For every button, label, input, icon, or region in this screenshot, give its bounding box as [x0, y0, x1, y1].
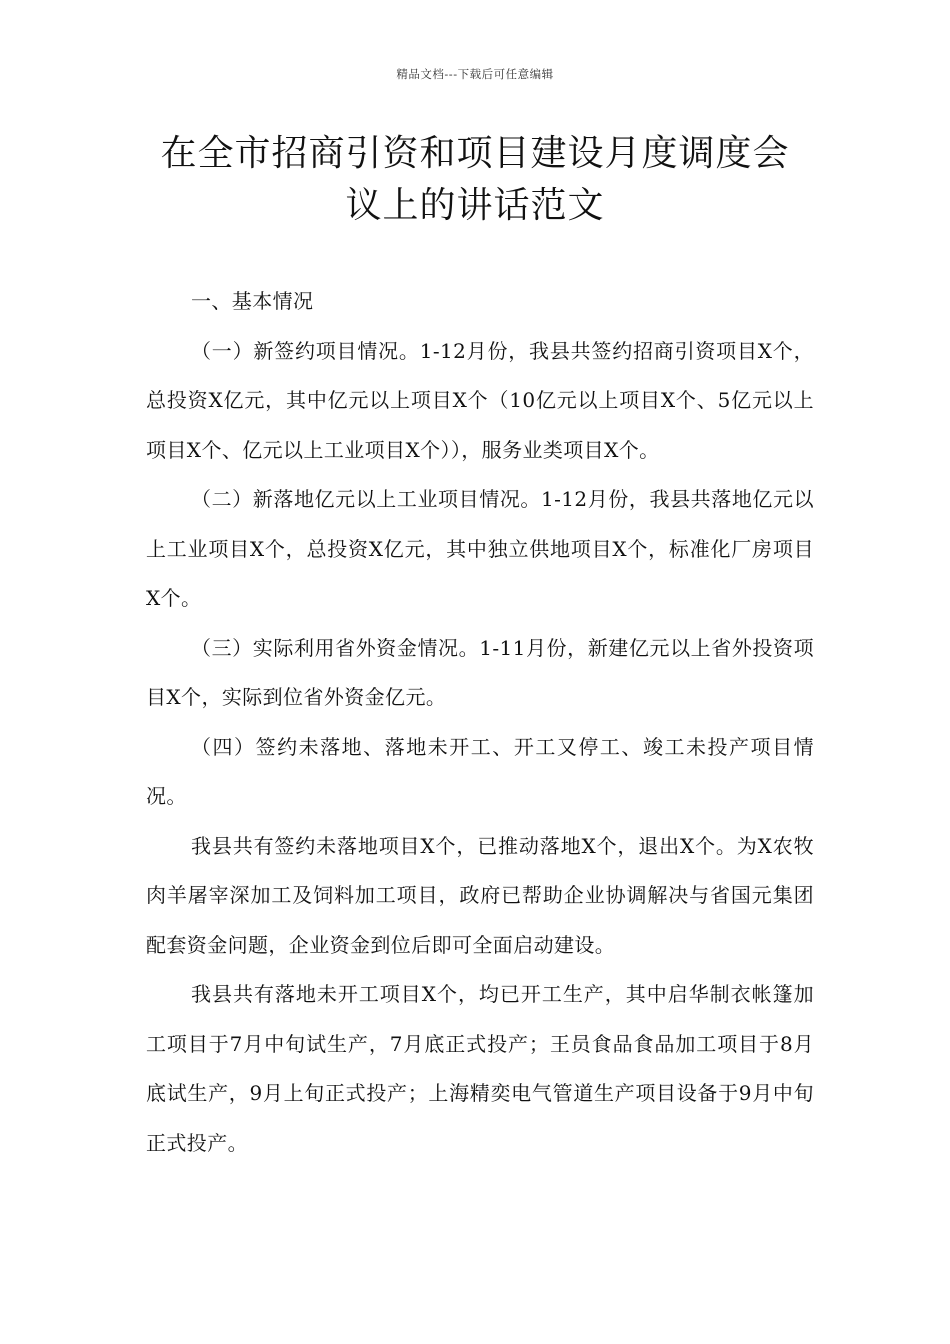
paragraph-stalled-projects: （四）签约未落地、落地未开工、开工又停工、竣工未投产项目情况。: [146, 734, 814, 808]
header-note: 精品文档---下载后可任意编辑: [396, 67, 554, 81]
title-line-1: 在全市招商引资和项目建设月度调度会: [160, 133, 790, 174]
paragraph-signed-not-landed: 我县共有签约未落地项目X个，已推动落地X个，退出X个。为X农牧肉羊屠宰深加工及饲料加工项目，政府已帮助企业协调解决与省国元集团配套资金问题，企业资金到位后即可全面启动建设。: [146, 833, 814, 957]
section-heading: 一、基本情况: [191, 289, 314, 313]
paragraph-new-signed-projects: （一）新签约项目情况。1-12月份，我县共签约招商引资项目X个，总投资X亿元，其中亿元以上项目X个（10亿元以上项目X个、5亿元以上项目X个、亿元以上工业项目X个）），服务业类项目X个。: [146, 338, 814, 462]
paragraph-new-landed-projects: （二）新落地亿元以上工业项目情况。1-12月份，我县共落地亿元以上工业项目X个，总投资X亿元，其中独立供地项目X个，标准化厂房项目X个。: [146, 487, 814, 610]
document-body: [146, 277, 814, 1168]
document-title: [140, 128, 810, 232]
paragraph-external-funds: （三）实际利用省外资金情况。1-11月份，新建亿元以上省外投资项目X个，实际到位省外资金亿元。: [146, 635, 814, 709]
paragraph-landed-not-started: 我县共有落地未开工项目X个，均已开工生产，其中启华制衣帐篷加工项目于7月中旬试生产，7月底正式投产；王员食品食品加工项目于8月底试生产，9月上旬正式投产；上海精奕电气管道生产项目设备于9月中旬正式投产。: [146, 982, 814, 1155]
title-line-2: 议上的讲话范文: [345, 185, 605, 226]
